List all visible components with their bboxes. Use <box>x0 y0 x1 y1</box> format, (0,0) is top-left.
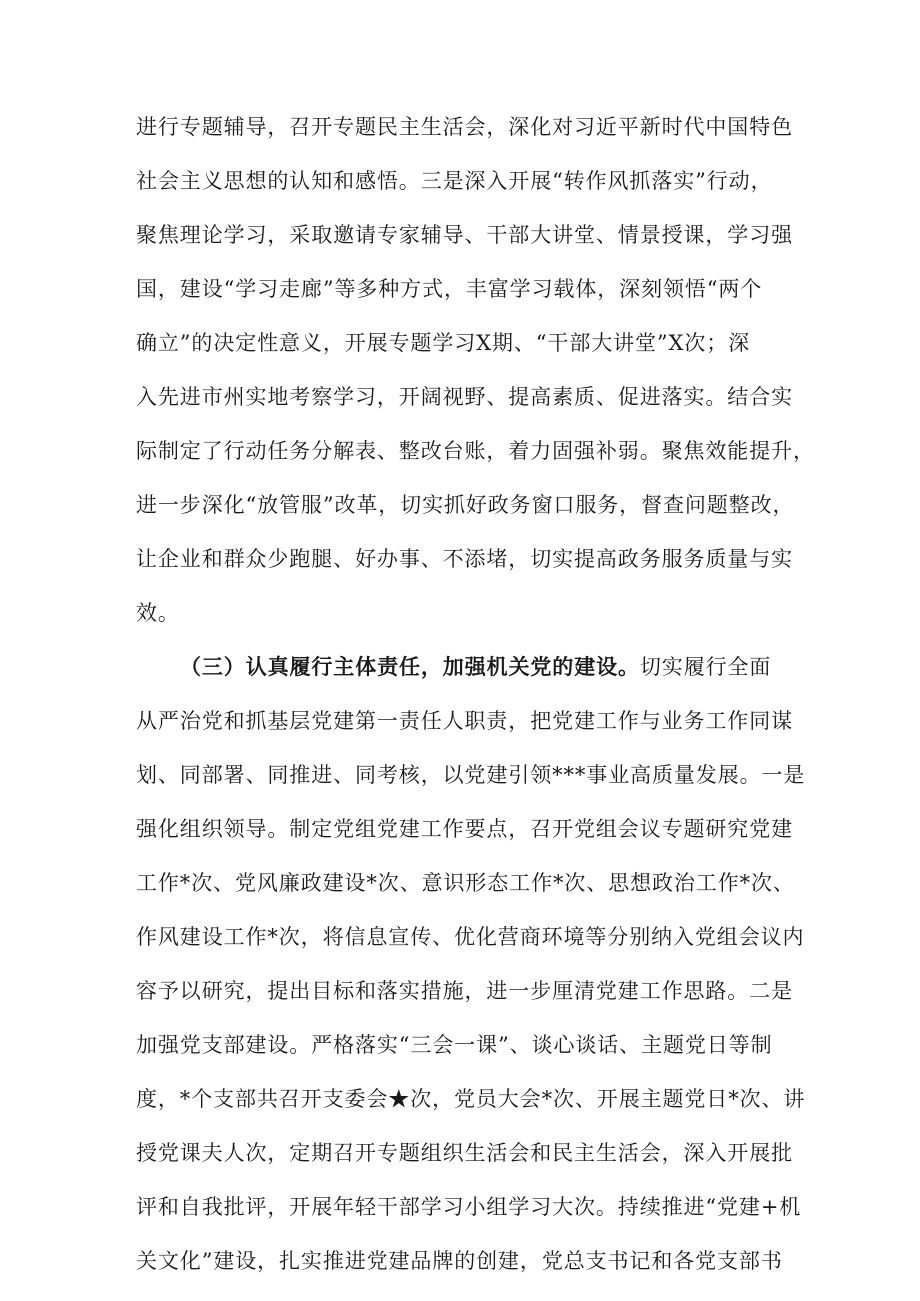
text-line: 作风建设工作*次，将信息宣传、优化营商环境等分别纳入党组会议内 <box>136 925 805 949</box>
text-line: 效。 <box>136 601 180 625</box>
section-heading-line <box>180 653 816 681</box>
text-line: 际制定了行动任务分解表、整改台账，着力固强补弱。聚焦效能提升， <box>136 439 815 463</box>
text-line: 关文化”建设，扎实推进党建品牌的创建，党总支书记和各党支部书 <box>136 1249 783 1273</box>
text-line: 授党课夫人次，定期召开专题组织生活会和民主生活会，深入开展批 <box>136 1141 793 1165</box>
section-heading-tail: 切实履行全面 <box>639 655 772 679</box>
section-heading: （三）认真履行主体责任，加强机关党的建设。 <box>180 654 640 679</box>
text-line: 国，建设“学习走廊”等多种方式，丰富学习载体，深刻领悟“两个 <box>136 277 763 301</box>
text-line: 聚焦理论学习，采取邀请专家辅导、干部大讲堂、情景授课，学习强 <box>136 223 793 247</box>
text-line: 进行专题辅导，召开专题民主生活会，深化对习近平新时代中国特色 <box>136 115 793 139</box>
text-line: 度，*个支部共召开支委会★次，党员大会*次、开展主题党日*次、讲 <box>136 1087 806 1111</box>
text-line: 评和自我批评，开展年轻干部学习小组学习大次。持续推进“党建+机 <box>136 1195 802 1219</box>
text-line: 进一步深化“放管服”改革，切实抓好政务窗口服务，督查问题整改， <box>136 493 795 517</box>
text-line: 工作*次、党风廉政建设*次、意识形态工作*次、思想政治工作*次、 <box>136 871 795 895</box>
text-line: 容予以研究，提出目标和落实措施，进一步厘清党建工作思路。二是 <box>136 979 793 1003</box>
text-line: 入先进市州实地考察学习，开阔视野、提高素质、促进落实。结合实 <box>136 385 793 409</box>
text-line: 强化组织领导。制定党组党建工作要点，召开党组会议专题研究党建 <box>136 817 793 841</box>
text-line: 确立”的决定性意义，开展专题学习X期、“干部大讲堂”X次；深 <box>136 331 751 355</box>
text-line: 社会主义思想的认知和感悟。三是深入开展“转作风抓落实”行动， <box>136 169 773 193</box>
text-line: 加强党支部建设。严格落实“三会一课”、谈心谈话、主题党日等制 <box>136 1033 773 1057</box>
text-line: 从严治党和抓基层党建第一责任人职责，把党建工作与业务工作同谋 <box>136 709 793 733</box>
text-line: 划、同部署、同推进、同考核，以党建引领***事业高质量发展。一是 <box>136 763 806 787</box>
text-line: 让企业和群众少跑腿、好办事、不添堵，切实提高政务服务质量与实 <box>136 547 793 571</box>
